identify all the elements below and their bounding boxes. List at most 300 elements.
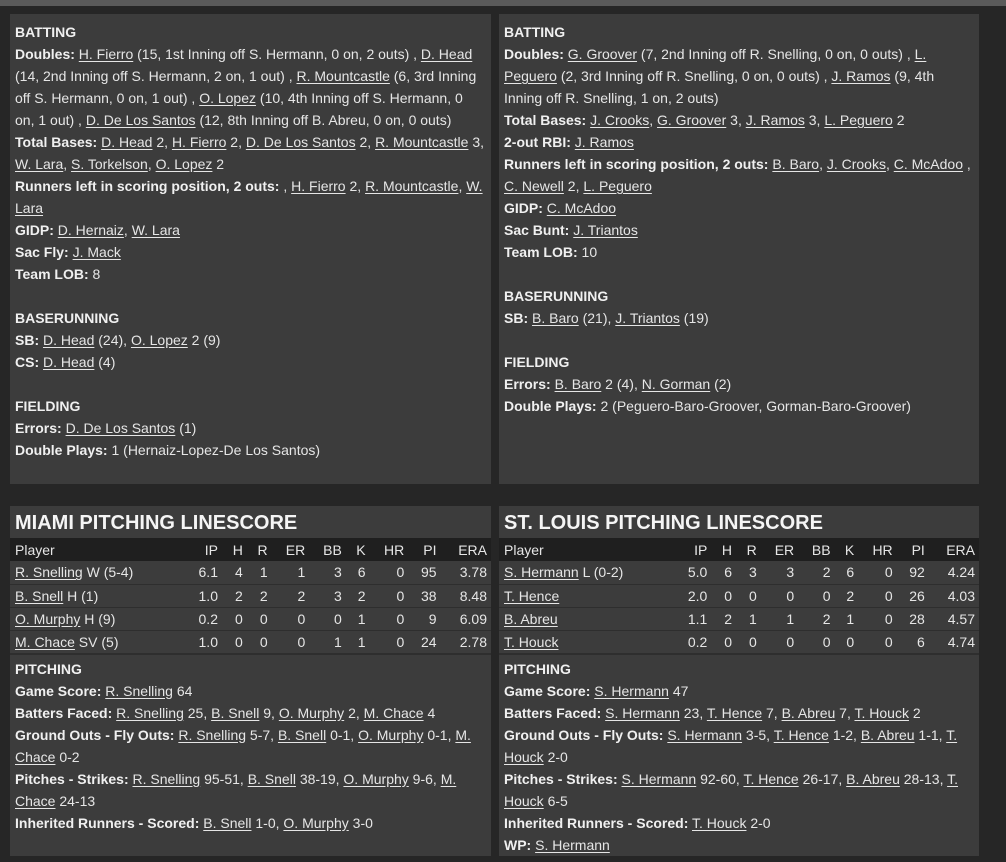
stat-text: (15, 1st Inning off S. Hermann, 0 on, 2 outs) , [133, 46, 421, 62]
stat-text: , [885, 156, 894, 172]
player-link[interactable]: O. Murphy [15, 610, 81, 627]
stat-cell: 9 [408, 607, 440, 630]
player-link[interactable]: B. Snell [15, 587, 64, 604]
player-link[interactable]: S. Hermann [667, 726, 743, 743]
stat-cell: 0 [711, 584, 736, 607]
player-link[interactable]: B. Baro [554, 376, 602, 392]
player-link[interactable]: J. Ramos [745, 112, 805, 128]
stat-cell: 0 [798, 584, 834, 607]
player-list [105, 683, 192, 699]
player-link[interactable]: B. Baro [772, 156, 820, 172]
column-header: Player [15, 541, 55, 558]
decision-text: SV (5) [74, 633, 119, 650]
stat-cell: 5.0 [674, 561, 711, 584]
stat-cell: 2 [835, 584, 859, 607]
player-link[interactable]: D. Head [420, 46, 473, 62]
stat-text: 92-60, [696, 770, 744, 787]
table-row [499, 584, 979, 607]
stat-text: , [147, 156, 156, 172]
miami-pitching-title: MIAMI PITCHING LINESCORE [15, 512, 298, 534]
player-list [532, 310, 709, 326]
team-lob-line: Team LOB: 8 [15, 266, 101, 282]
errors-line: Errors: D. De Los Santos (1) [15, 420, 197, 436]
table-header-row [499, 538, 979, 561]
player-link[interactable]: J. Triantos [615, 310, 680, 326]
player-list [73, 244, 121, 260]
table-row [499, 607, 979, 630]
player-link[interactable]: T. Houck [692, 814, 747, 831]
stat-text: 1-1, [914, 726, 947, 743]
stlouis-pitching-table [499, 538, 979, 654]
stat-cell: 0 [858, 630, 896, 653]
player-link[interactable]: B. Abreu [860, 726, 915, 743]
player-link[interactable]: J. Crooks [826, 156, 886, 172]
sac-fly-line: Sac Fly: J. Mack [15, 244, 121, 260]
stat-text: 7, [762, 704, 782, 721]
player-link[interactable]: T. Hence [743, 770, 799, 787]
wild-pitch-line: WP: S. Hermann [504, 836, 610, 853]
table-header-row [10, 538, 491, 561]
stat-cell: 92 [897, 561, 929, 584]
stat-cell: 0 [736, 630, 761, 653]
player-link[interactable]: D. De Los Santos [85, 112, 196, 128]
stat-cell: 6 [835, 561, 859, 584]
player-list [692, 815, 771, 831]
pitches-strikes-line: Pitches - Strikes: S. Hermann 92-60, T. Hence 26-17, B. Abreu 28-13, T. Houck 6-5 [504, 770, 958, 809]
miami-pitching-panel [10, 506, 491, 856]
player-link[interactable]: C. McAdoo [546, 200, 617, 216]
stat-text: (19) [679, 310, 709, 326]
table-row [499, 630, 979, 653]
errors-line: Errors: B. Baro 2 (4), N. Gorman (2) [504, 376, 732, 392]
batting-title: BATTING [15, 24, 77, 40]
stat-text: 28-13, [899, 770, 948, 787]
player-link[interactable]: M. Chace [15, 770, 457, 809]
stat-cell: 1 [346, 630, 370, 653]
player-link[interactable]: R. Snelling [178, 726, 247, 743]
player-link[interactable]: B. Snell [211, 704, 260, 721]
player-link[interactable]: R. Snelling [105, 682, 173, 699]
player-link[interactable]: B. Snell [203, 814, 252, 831]
column-header: PI [911, 541, 925, 558]
stat-cell: 0 [858, 584, 896, 607]
stat-cell: 0 [272, 607, 310, 630]
stat-cell: 3 [309, 584, 346, 607]
stat-cell: 1 [247, 561, 272, 584]
inherited-runners-line: Inherited Runners - Scored: T. Houck 2-0 [504, 814, 771, 831]
column-header: Player [504, 541, 544, 558]
sb-line: SB: D. Head (24), O. Lopez 2 (9) [15, 332, 221, 348]
stat-cell: 1.0 [184, 584, 222, 607]
stat-text: , [123, 222, 132, 238]
stat-cell: 0 [798, 630, 834, 653]
player-link[interactable]: B. Abreu [504, 610, 558, 627]
table-row [10, 630, 491, 653]
column-header: HR [872, 541, 893, 558]
stat-cell: 1 [736, 607, 761, 630]
player-cell [499, 630, 674, 653]
player-list [573, 222, 638, 238]
fielding-title: FIELDING [504, 354, 570, 370]
doubles-line: Doubles: G. Groover (7, 2nd Inning off R. Snelling, 0 on, 0 outs) , L. Peguero (2, 3rd Inning off R. Snelling, 0 on, 0 outs) , J. Ramos (9, 4th Inning off R. Snelling, 1 on, 2 outs) [504, 46, 935, 106]
player-link[interactable]: B. Snell [247, 770, 296, 787]
two-out-rbi-line: 2-out RBI: J. Ramos [504, 134, 634, 150]
stat-cell: 2 [798, 607, 834, 630]
player-link[interactable]: O. Lopez [130, 332, 188, 348]
player-list [575, 134, 634, 150]
table-row [10, 607, 491, 630]
player-link[interactable]: H. Fierro [171, 134, 227, 150]
player-link[interactable]: W. Lara [15, 156, 64, 172]
stat-text: (2) [710, 376, 732, 392]
player-link[interactable]: B. Snell [277, 726, 327, 743]
player-list [58, 222, 180, 238]
top-bar [0, 0, 1006, 6]
player-link[interactable]: J. Triantos [573, 222, 638, 238]
player-list [555, 376, 732, 392]
stat-text: 3-5, [742, 726, 774, 743]
stat-text: 3, [726, 112, 746, 128]
stat-cell: 38 [408, 584, 440, 607]
player-cell [499, 561, 674, 584]
stat-text: 6-5 [543, 792, 568, 809]
stat-cell: 3 [309, 561, 346, 584]
stat-cell: 1 [835, 607, 859, 630]
player-link[interactable]: R. Mountcastle [365, 178, 459, 194]
stat-cell: 0 [761, 584, 798, 607]
player-link[interactable]: J. Crooks [590, 112, 650, 128]
stat-cell: 1.1 [674, 607, 711, 630]
stat-text: 2, [345, 178, 366, 194]
stat-cell: 4.57 [929, 607, 979, 630]
stat-text: 2, [563, 178, 584, 194]
stat-cell: 4.24 [929, 561, 979, 584]
stat-cell: 1 [309, 630, 346, 653]
stat-cell: 0 [761, 630, 798, 653]
gidp-line: GIDP: D. Hernaiz, W. Lara [15, 222, 180, 238]
stat-cell: 2 [272, 584, 310, 607]
table-row [10, 584, 491, 607]
sac-bunt-line: Sac Bunt: J. Triantos [504, 222, 638, 238]
stat-cell: 0 [736, 584, 761, 607]
player-link[interactable]: T. Hence [504, 587, 560, 604]
stat-text: 95-51, [200, 770, 248, 787]
table-row [10, 561, 491, 584]
stat-text: 0-2 [55, 748, 80, 765]
groundouts-flyouts-line: Ground Outs - Fly Outs: R. Snelling 5-7, B. Snell 0-1, O. Murphy 0-1, M. Chace 0-2 [15, 726, 471, 765]
stat-cell: 0 [309, 607, 346, 630]
player-cell [499, 584, 674, 607]
stat-text: 5-7, [246, 726, 278, 743]
player-cell [10, 584, 184, 607]
player-link[interactable]: D. Head [101, 134, 153, 150]
stat-cell: 6.09 [441, 607, 491, 630]
player-link[interactable]: J. Mack [72, 244, 121, 260]
batting-title: BATTING [504, 24, 566, 40]
player-link[interactable]: T. Houck [504, 726, 958, 765]
player-list [594, 683, 688, 699]
stat-cell: 0 [835, 630, 859, 653]
column-header: IP [204, 541, 218, 558]
stat-text: 2, [152, 134, 172, 150]
player-link[interactable]: S. Hermann [594, 682, 669, 699]
stat-text: 3, [804, 112, 825, 128]
stat-cell: 4.74 [929, 630, 979, 653]
stlouis-pitching-title: ST. LOUIS PITCHING LINESCORE [504, 512, 823, 534]
stat-text: 1-0, [251, 814, 284, 831]
stat-text: (7, 2nd Inning off R. Snelling, 0 on, 0 outs) , [637, 46, 915, 62]
column-header: H [232, 541, 243, 558]
column-header: K [844, 541, 855, 558]
player-link[interactable]: D. Hernaiz [57, 222, 124, 238]
stat-cell: 0.2 [184, 607, 222, 630]
decision-text: L (0-2) [578, 564, 624, 581]
player-link[interactable]: T. Houck [504, 633, 559, 650]
player-link[interactable]: G. Groover [567, 46, 638, 62]
doubles-line: Doubles: H. Fierro (15, 1st Inning off S. Hermann, 0 on, 2 outs) , D. Head (14, 2nd Inning off S. Hermann, 2 on, 1 out) , R. Mountcastle (6, 3rd Inning off S. Hermann, 0 on, 1 out) , O. Lopez (10, 4th Inning off S. Hermann, 0 on, 1 out) , D. De Los Santos (12, 8th Inning off B. Abreu, 0 on, 0 outs) [15, 46, 477, 128]
stat-text: , [458, 178, 467, 194]
player-link[interactable]: T. Hence [773, 726, 829, 743]
column-header: H [721, 541, 733, 558]
player-list [605, 705, 920, 721]
stat-text: (14, 2nd Inning off S. Hermann, 2 on, 1 out) , [15, 68, 297, 84]
stat-cell: 0 [858, 561, 896, 584]
stat-text: 2-0 [746, 814, 771, 831]
stat-cell: 8.48 [441, 584, 491, 607]
player-link[interactable]: O. Murphy [278, 704, 345, 721]
stat-text: (9, 4th Inning off R. Snelling, 1 on, 2 outs) [504, 68, 935, 106]
stat-text: 23, [679, 704, 707, 721]
risp-line: Runners left in scoring position, 2 outs: , H. Fierro 2, R. Mountcastle, W. Lara [15, 178, 483, 216]
player-cell [10, 561, 184, 584]
player-link[interactable]: M. Chace [363, 704, 424, 721]
player-link[interactable]: C. Newell [504, 178, 564, 194]
column-header: BB [323, 541, 342, 558]
column-header: ER [285, 541, 306, 558]
player-link[interactable]: H. Fierro [291, 178, 346, 194]
decision-text: H (9) [80, 610, 116, 627]
column-header: HR [384, 541, 405, 558]
player-link[interactable]: S. Hermann [504, 564, 579, 581]
inherited-runners-line: Inherited Runners - Scored: B. Snell 1-0, O. Murphy 3-0 [15, 814, 373, 831]
stat-cell: 2.0 [674, 584, 711, 607]
player-link[interactable]: M. Chace [15, 633, 75, 650]
double-plays-line: Double Plays: 1 (Hernaiz-Lopez-De Los Santos) [15, 442, 321, 458]
player-list [203, 815, 373, 831]
stat-text: (12, 8th Inning off B. Abreu, 0 on, 0 outs) [195, 112, 452, 128]
pitching-title: PITCHING [15, 660, 82, 677]
stat-text: 2, [355, 134, 376, 150]
player-link[interactable]: R. Snelling [116, 704, 184, 721]
stat-cell: 1.0 [184, 630, 222, 653]
player-link[interactable]: D. Head [43, 332, 95, 348]
stat-cell: 0 [370, 584, 409, 607]
player-link[interactable]: R. Mountcastle [375, 134, 469, 150]
total-bases-line: Total Bases: D. Head 2, H. Fierro 2, D. De Los Santos 2, R. Mountcastle 3, W. Lara, S. Torkelson, O. Lopez 2 [15, 134, 485, 172]
player-link[interactable]: D. Head [43, 354, 95, 370]
stat-text: 2 (4), [601, 376, 642, 392]
stat-text: (6, 3rd Inning off S. Hermann, 0 on, 1 out) , [15, 68, 477, 106]
stat-text: , [963, 156, 971, 172]
stat-cell: 0 [370, 607, 409, 630]
stat-text: 2 [908, 704, 921, 721]
pitching-title: PITCHING [504, 660, 571, 677]
stat-text: 9, [259, 704, 279, 721]
stat-text: 38-19, [295, 770, 344, 787]
stlouis-notes-panel [499, 14, 979, 484]
stat-cell: 3 [736, 561, 761, 584]
player-list [66, 420, 197, 436]
total-bases-line: Total Bases: J. Crooks, G. Groover 3, J. Ramos 3, L. Peguero 2 [504, 112, 905, 128]
player-link[interactable]: T. Hence [706, 704, 763, 721]
stat-cell: 1 [346, 607, 370, 630]
table-row [499, 561, 979, 584]
stat-text: , [63, 156, 72, 172]
player-link[interactable]: R. Mountcastle [296, 68, 390, 84]
player-list [43, 332, 220, 348]
player-list [547, 200, 616, 216]
stat-cell: 3 [761, 561, 798, 584]
gidp-line: GIDP: C. McAdoo [504, 200, 617, 216]
stat-cell: 26 [897, 584, 929, 607]
player-link[interactable]: B. Abreu [781, 704, 836, 721]
stat-cell: 0 [222, 630, 247, 653]
player-link[interactable]: S. Hermann [621, 770, 697, 787]
stat-text: 24-13 [55, 792, 96, 809]
column-header: ER [774, 541, 795, 558]
stat-cell: 0 [222, 607, 247, 630]
stat-cell: 6.1 [184, 561, 222, 584]
column-header: K [356, 541, 366, 558]
stat-text: (21), [578, 310, 616, 326]
stat-cell: 2 [346, 584, 370, 607]
miami-pitching-table [10, 538, 491, 654]
stat-text: 2 [212, 156, 225, 172]
stat-text: (2, 3rd Inning off R. Snelling, 0 on, 0 outs) , [556, 68, 832, 84]
stat-text: 7, [835, 704, 855, 721]
player-link[interactable]: N. Gorman [641, 376, 711, 392]
stat-text: 4 [423, 704, 436, 721]
player-link[interactable]: G. Groover [657, 112, 727, 128]
stat-cell: 0 [370, 561, 409, 584]
player-link[interactable]: O. Murphy [283, 814, 349, 831]
stat-cell: 6 [897, 630, 929, 653]
player-link[interactable]: J. Ramos [831, 68, 891, 84]
player-link[interactable]: S. Hermann [535, 836, 610, 853]
stat-cell: 2.78 [441, 630, 491, 653]
player-link[interactable]: B. Abreu [846, 770, 900, 787]
player-list [116, 705, 435, 721]
stat-text: 9-6, [408, 770, 441, 787]
cs-line: CS: D. Head (4) [15, 354, 116, 370]
stlouis-pitching-panel [499, 506, 979, 856]
player-list [43, 354, 115, 370]
player-list [504, 46, 934, 106]
stat-text: 2-0 [543, 748, 568, 765]
stat-text: (24), [94, 332, 131, 348]
stat-cell: 28 [897, 607, 929, 630]
player-link[interactable]: B. Baro [532, 310, 579, 326]
player-list [590, 112, 904, 128]
stat-cell: 0 [247, 607, 272, 630]
stat-cell: 6 [346, 561, 370, 584]
player-link[interactable]: O. Lopez [155, 156, 213, 172]
player-link[interactable]: T. Houck [854, 704, 909, 721]
stat-cell: 2 [711, 607, 736, 630]
game-score-line: Game Score: R. Snelling 64 [15, 682, 193, 699]
stat-text: 0-1, [423, 726, 456, 743]
player-link[interactable]: W. Lara [15, 178, 483, 216]
stat-text: 26-17, [798, 770, 847, 787]
player-link[interactable]: L. Peguero [824, 112, 893, 128]
pitches-strikes-line: Pitches - Strikes: R. Snelling 95-51, B. Snell 38-19, O. Murphy 9-6, M. Chace 24-13 [15, 770, 457, 809]
stat-text: , [819, 156, 827, 172]
player-link[interactable]: C. McAdoo [893, 156, 963, 172]
player-link[interactable]: S. Torkelson [71, 156, 148, 172]
stat-text: 25, [183, 704, 212, 721]
stat-cell: 0 [858, 607, 896, 630]
player-link[interactable]: J. Ramos [574, 134, 634, 150]
stat-text: 2, [226, 134, 246, 150]
batters-faced-line: Batters Faced: S. Hermann 23, T. Hence 7, B. Abreu 7, T. Houck 2 [504, 704, 921, 721]
player-link[interactable]: O. Lopez [199, 90, 257, 106]
player-link[interactable]: O. Murphy [358, 726, 424, 743]
player-list [535, 837, 610, 853]
player-link[interactable]: D. De Los Santos [245, 134, 356, 150]
column-header: ERA [946, 541, 975, 558]
player-link[interactable]: R. Snelling [15, 564, 83, 581]
stat-text: 2 [892, 112, 905, 128]
column-header: IP [694, 541, 708, 558]
player-link[interactable]: S. Hermann [605, 704, 680, 721]
column-header: ERA [458, 541, 487, 558]
player-link[interactable]: T. Houck [504, 770, 958, 809]
miami-notes-panel [10, 14, 491, 484]
stat-cell: 2 [247, 584, 272, 607]
player-link[interactable]: O. Murphy [343, 770, 409, 787]
player-list [15, 46, 476, 128]
player-link[interactable]: D. De Los Santos [65, 420, 176, 436]
column-header: R [746, 541, 757, 558]
game-score-line: Game Score: S. Hermann 47 [504, 682, 689, 699]
stat-cell: 6 [711, 561, 736, 584]
stat-cell: 1 [761, 607, 798, 630]
player-link[interactable]: L. Peguero [583, 178, 652, 194]
stat-text: , [649, 112, 658, 128]
stat-text: 47 [668, 682, 689, 699]
player-link[interactable]: H. Fierro [78, 46, 134, 62]
player-link[interactable]: R. Snelling [132, 770, 201, 787]
stat-text: 1-2, [828, 726, 861, 743]
stat-text: 3-0 [348, 814, 373, 831]
stat-text: (4) [94, 354, 116, 370]
player-link[interactable]: W. Lara [131, 222, 180, 238]
player-cell [10, 607, 184, 630]
player-link[interactable]: M. Chace [15, 726, 471, 765]
stat-text: 2, [344, 704, 364, 721]
stat-text: (1) [175, 420, 197, 436]
stat-cell: 4 [222, 561, 247, 584]
decision-text: H (1) [63, 587, 99, 604]
player-link[interactable]: L. Peguero [504, 46, 927, 84]
sb-line: SB: B. Baro (21), J. Triantos (19) [504, 310, 709, 326]
batters-faced-line: Batters Faced: R. Snelling 25, B. Snell 9, O. Murphy 2, M. Chace 4 [15, 704, 436, 721]
stat-cell: 0.2 [674, 630, 711, 653]
fielding-title: FIELDING [15, 398, 81, 414]
groundouts-flyouts-line: Ground Outs - Fly Outs: S. Hermann 3-5, T. Hence 1-2, B. Abreu 1-1, T. Houck 2-0 [504, 726, 958, 765]
stat-cell: 1 [272, 561, 310, 584]
stat-cell: 95 [408, 561, 440, 584]
